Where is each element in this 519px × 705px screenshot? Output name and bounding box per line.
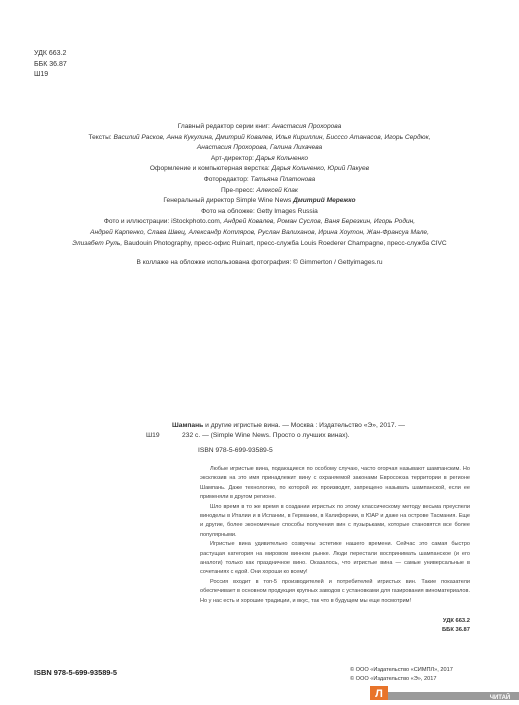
credit-names: Дарья Кольченко, Юрий Пакуев (271, 165, 370, 173)
udk-code: УДК 663.2 (34, 50, 67, 57)
credit-role: Оформление и компьютерная верстка: (149, 165, 272, 173)
credit-tail: Baudouin Photography, пресс-офис Ruinart, пресс-служба Louis Roederer Champagne, пресс-служба CIVC (124, 239, 447, 247)
credit-names: Татьяна Платонова (250, 175, 316, 183)
bbk-code: ББК 36.87 (34, 60, 67, 68)
credit-role: Арт-директор: (210, 154, 256, 162)
credits-block (0, 122, 519, 269)
badge-text: ЧИТАЙ (489, 695, 511, 700)
credit-line (0, 133, 519, 144)
credit-names: Алексей Клак (256, 186, 299, 194)
credit-line (0, 186, 519, 197)
credit-line (0, 196, 519, 207)
bib-line2: 232 с. — (Simple Wine News. Просто о лучших винах). (182, 432, 350, 440)
udk-right (400, 617, 470, 634)
read-badge-graphic (370, 686, 519, 700)
copyright-line: © ООО «Издательство «СИМПЛ», 2017 (350, 667, 453, 673)
credit-role: Пре-пресс: (220, 186, 257, 194)
isbn-bottom: ISBN 978-5-699-93589-5 (34, 668, 117, 677)
credit-line (0, 143, 519, 154)
bbk-right-code: ББК 36.87 (442, 626, 470, 633)
annotation-paragraph: Любые игристые вина, подающиеся по особому случаю, часто огорчая называют шампанским. Но эксклюзив на это имя принадлежит вину с охраняемой законами Евросоюза территории в регионе Шампань. Даже технологию, по которой их производят, запрещено называть шампанской, если ее применяли в другом регионе. (200, 466, 470, 501)
bib-number: Ш19 (146, 432, 160, 440)
credit-names: Элизабет Руль, (72, 239, 125, 247)
annotation-paragraph: Россия входит в топ-5 производителей и потребителей игристых вин. Такие показатели обеспечивает в основном продукция крупных заводов с установками для газирования виноматериалов. Но у нас есть и хорошие традиции, и вкус, так что в будущем мы еще посмотрим! (200, 578, 470, 604)
credit-names: Дмитрий Мережко (293, 197, 356, 205)
credit-role: Главный редактор серии книг: (177, 123, 272, 130)
udk-right-code: УДК 663.2 (442, 618, 470, 624)
credit-line (0, 154, 519, 165)
credit-role: Тексты: (88, 133, 114, 141)
copyright-line: © ООО «Издательство «Э», 2017 (350, 676, 437, 682)
credit-names: Дарья Кольченко (255, 154, 309, 162)
credit-line (0, 217, 519, 228)
copyright-block (350, 666, 453, 684)
credit-role: Фото на обложке: Getty Images Russia (201, 207, 318, 215)
credit-names: Анастасия Прохорова (271, 123, 342, 130)
isbn-line: ISBN 978-5-699-93589-5 (198, 447, 273, 454)
credit-role: Фоторедактор: (203, 175, 251, 183)
credit-line (0, 239, 519, 250)
book-title: Шампань (172, 422, 204, 429)
badge-letter: Л (375, 688, 383, 700)
bib-record (146, 421, 457, 441)
credit-names: Василий Расков, Анна Кукулина, Дмитрий Ковалев, Илья Кириллин, Бисссо Атанасов, Игорь Сердюк, (113, 133, 431, 141)
author-mark: Ш19 (34, 71, 49, 78)
credit-line (0, 175, 519, 186)
collage-note: В коллаже на обложке использована фотография: © Gimmerton / Gettyimages.ru (136, 259, 383, 267)
credit-role: Генеральный директор Simple Wine News (163, 197, 294, 205)
annotation (200, 465, 470, 606)
catalog-codes (34, 49, 67, 81)
credit-line (0, 207, 519, 218)
bib-line1: и другие игристые вина. — Москва : Издательство «Э», 2017. — (203, 422, 405, 429)
credit-line (0, 122, 519, 133)
credit-line (0, 228, 519, 239)
credit-role: Фото и иллюстрации: iStockphoto.com, (103, 218, 224, 226)
read-badge[interactable] (370, 686, 519, 700)
credit-names: Андрей Карпенко, Слава Швец, Александр Котляров, Руслан Валиханов, Ирина Хоутон, Жан-Франсуа Мале, (90, 228, 429, 236)
credit-line (0, 164, 519, 175)
annotation-paragraph: Игристые вина удивительно созвучны эстетике нашего времени. Сейчас это самая быстро растущая категория на мировом винном рынке. Люди перестали воспринимать шампанское (и его аналоги) только как праздничное вино. Оказалось, что игристые вина — самые универсальные в сочетаниях с едой. Они хороши ко всему! (200, 541, 470, 576)
credit-names: Анастасия Прохорова, Галина Лихачева (196, 144, 323, 152)
credit-names: Андрей Ковалев, Роман Суслов, Ваня Березкин, Игорь Родин, (223, 218, 416, 226)
annotation-paragraph: Шло время в то же время в создании игристых по этому классическому методу весьма преуспели виноделы в Италии и в Испании, в Германии, в Калифорнии, в ЮАР и даже на острове Тасмания. Еще и другие, более экономичные способы получения вин с пузырьками, которые становятся все более популярными. (200, 503, 470, 538)
